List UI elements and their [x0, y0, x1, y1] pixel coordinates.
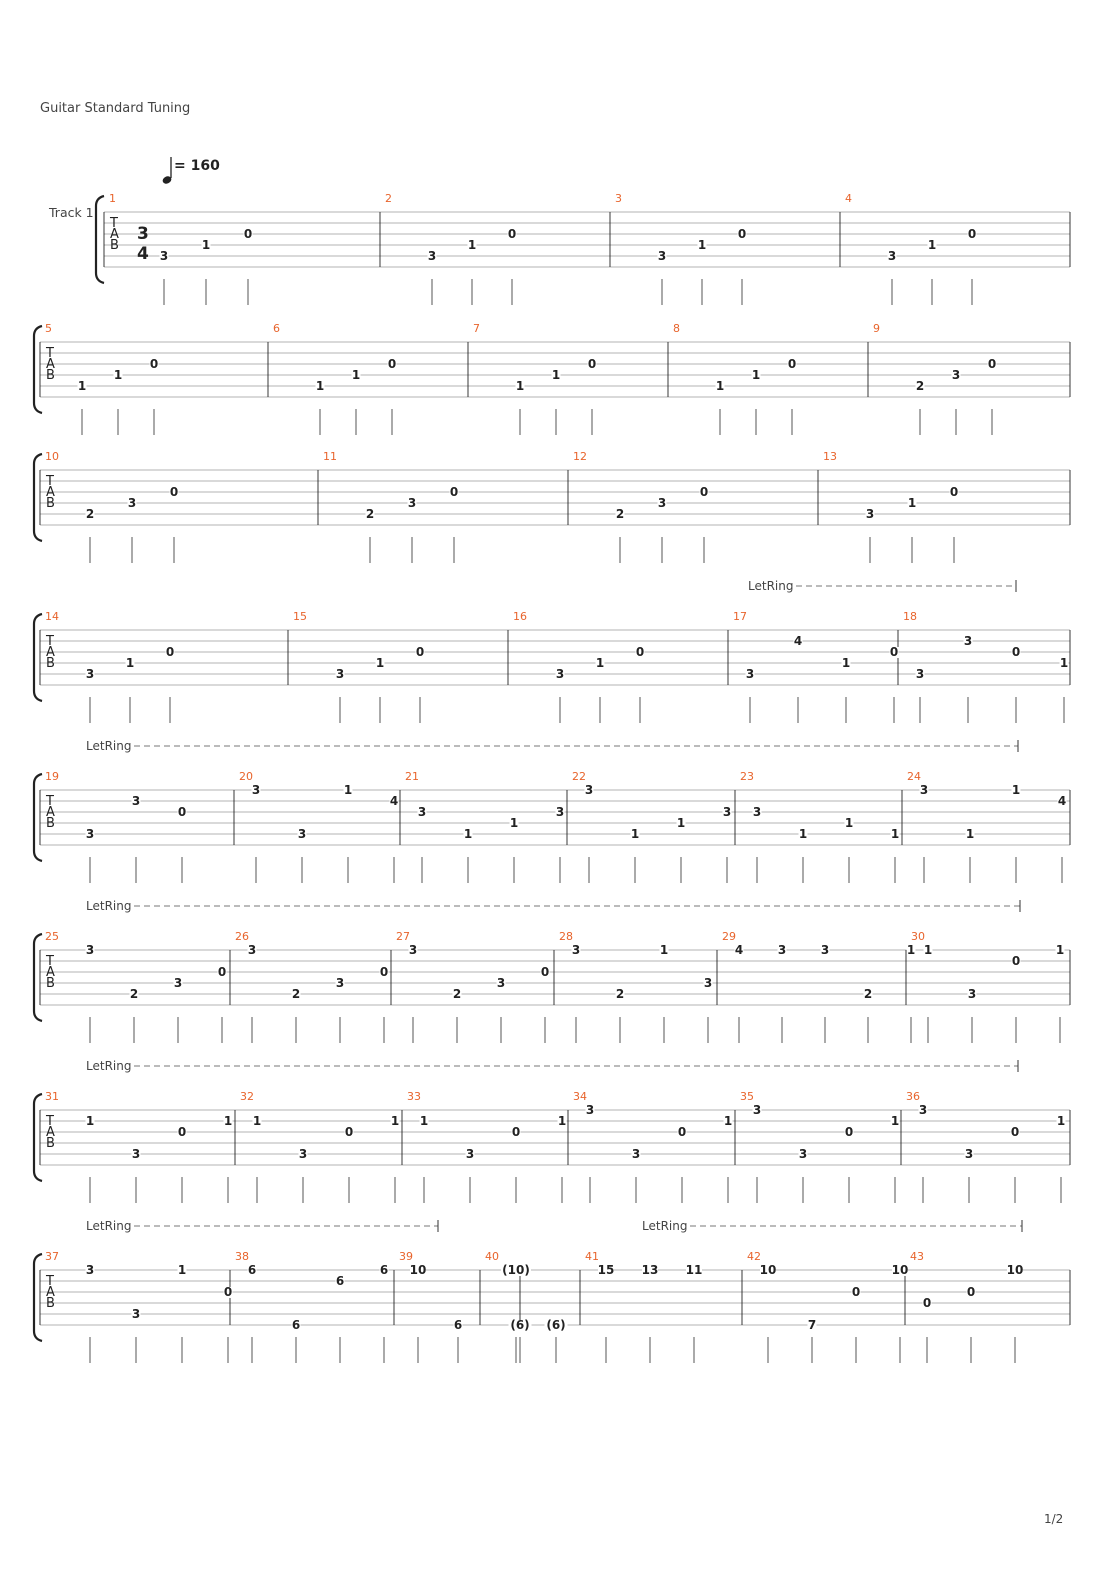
fret-number: 2: [129, 987, 139, 1001]
measure-number: 27: [396, 930, 410, 943]
measure-number: 42: [747, 1250, 761, 1263]
measure-number: 29: [722, 930, 736, 943]
tab-letter: B: [110, 238, 119, 253]
fret-number: 6: [247, 1263, 257, 1277]
fret-number: 1: [557, 1114, 567, 1128]
fret-number: 3: [798, 1147, 808, 1161]
fret-number: 1: [467, 238, 477, 252]
fret-number: 1: [676, 816, 686, 830]
fret-number: 0: [889, 645, 899, 659]
fret-number: 1: [419, 1114, 429, 1128]
fret-number: 13: [641, 1263, 659, 1277]
time-signature-top: 3: [137, 224, 149, 244]
fret-number: 3: [967, 987, 977, 1001]
fret-number: 3: [584, 783, 594, 797]
fret-number: 4: [1057, 794, 1067, 808]
fret-number: 1: [751, 368, 761, 382]
measure-number: 18: [903, 610, 917, 623]
measure-number: 2: [385, 192, 392, 205]
fret-number: 3: [131, 1147, 141, 1161]
fret-number: 3: [915, 667, 925, 681]
fret-number: 3: [631, 1147, 641, 1161]
fret-number: 1: [798, 827, 808, 841]
fret-number: 3: [251, 783, 261, 797]
tab-letter: T: [46, 1274, 54, 1289]
system-brace: [34, 326, 42, 413]
fret-number: 3: [298, 1147, 308, 1161]
fret-number: 1: [723, 1114, 733, 1128]
fret-number: 1: [715, 379, 725, 393]
fret-number: 2: [85, 507, 95, 521]
measure-number: 8: [673, 322, 680, 335]
tab-letter: B: [46, 368, 55, 383]
measure-number: 19: [45, 770, 59, 783]
fret-number: 3: [408, 943, 418, 957]
tab-system: [96, 192, 1070, 305]
fret-number: 10: [1006, 1263, 1024, 1277]
fret-number: 1: [85, 1114, 95, 1128]
measure-number: 17: [733, 610, 747, 623]
fret-number: 0: [387, 357, 397, 371]
fret-number: 1: [77, 379, 87, 393]
fret-number: 3: [585, 1103, 595, 1117]
fret-number: 15: [597, 1263, 615, 1277]
fret-number: 2: [365, 507, 375, 521]
fret-number: 3: [918, 1103, 928, 1117]
fret-number: 1: [659, 943, 669, 957]
tab-system: [34, 579, 1070, 723]
measure-number: 34: [573, 1090, 587, 1103]
fret-number: 0: [844, 1125, 854, 1139]
measure-number: 9: [873, 322, 880, 335]
tab-letter: A: [46, 645, 55, 660]
fret-number: 0: [169, 485, 179, 499]
fret-number: 1: [1059, 656, 1069, 670]
measure-number: 38: [235, 1250, 249, 1263]
measure-number: 35: [740, 1090, 754, 1103]
tab-letter: T: [46, 634, 54, 649]
tab-letter: A: [46, 357, 55, 372]
tab-letter: A: [46, 1125, 55, 1140]
fret-number: 3: [752, 1103, 762, 1117]
system-brace: [34, 1094, 42, 1181]
measure-number: 1: [109, 192, 116, 205]
fret-number: 0: [149, 357, 159, 371]
tab-letter: B: [46, 976, 55, 991]
fret-number: 0: [379, 965, 389, 979]
system-brace: [34, 774, 42, 861]
system-brace: [34, 1254, 42, 1341]
fret-number: 0: [1011, 954, 1021, 968]
measure-number: 33: [407, 1090, 421, 1103]
fret-number: 3: [752, 805, 762, 819]
fret-number: (10): [502, 1263, 530, 1277]
measure-number: 21: [405, 770, 419, 783]
let-ring-label: LetRing: [86, 899, 132, 913]
fret-number: 0: [949, 485, 959, 499]
fret-number: 0: [177, 805, 187, 819]
tab-letter: T: [46, 346, 54, 361]
tempo-marking: [161, 157, 220, 185]
fret-number: (6): [510, 1318, 530, 1332]
fret-number: 3: [703, 976, 713, 990]
fret-number: 3: [951, 368, 961, 382]
tab-letter: A: [46, 485, 55, 500]
tab-letter: A: [46, 805, 55, 820]
fret-number: 1: [890, 827, 900, 841]
measure-number: 23: [740, 770, 754, 783]
fret-number: (6): [546, 1318, 566, 1332]
fret-number: 1: [890, 1114, 900, 1128]
fret-number: 0: [344, 1125, 354, 1139]
fret-number: 1: [907, 496, 917, 510]
fret-number: 0: [217, 965, 227, 979]
measure-number: 16: [513, 610, 527, 623]
tab-letter: T: [46, 794, 54, 809]
tab-letter: B: [46, 656, 55, 671]
fret-number: 1: [697, 238, 707, 252]
fret-number: 1: [1056, 1114, 1066, 1128]
measure-number: 36: [906, 1090, 920, 1103]
tab-system: [34, 899, 1070, 1043]
fret-number: 0: [415, 645, 425, 659]
fret-number: 3: [865, 507, 875, 521]
system-brace: [34, 454, 42, 541]
measure-number: 10: [45, 450, 59, 463]
fret-number: 0: [1011, 645, 1021, 659]
measure-number: 24: [907, 770, 921, 783]
fret-number: 3: [297, 827, 307, 841]
fret-number: 3: [173, 976, 183, 990]
page-number: 1/2: [1044, 1512, 1064, 1526]
system-brace: [96, 196, 104, 283]
fret-number: 1: [844, 816, 854, 830]
fret-number: 0: [699, 485, 709, 499]
measure-number: 13: [823, 450, 837, 463]
fret-number: 0: [587, 357, 597, 371]
fret-number: 3: [85, 1263, 95, 1277]
fret-number: 1: [351, 368, 361, 382]
fret-number: 1: [515, 379, 525, 393]
fret-number: 4: [734, 943, 744, 957]
fret-number: 3: [777, 943, 787, 957]
fret-number: 3: [555, 667, 565, 681]
tab-letter: T: [46, 1114, 54, 1129]
measure-number: 12: [573, 450, 587, 463]
measure-number: 14: [45, 610, 59, 623]
system-brace: [34, 934, 42, 1021]
fret-number: 1: [315, 379, 325, 393]
system-brace: [34, 614, 42, 701]
measure-number: 6: [273, 322, 280, 335]
fret-number: 3: [85, 667, 95, 681]
tempo-value: = 160: [174, 158, 220, 174]
fret-number: 2: [863, 987, 873, 1001]
fret-number: 1: [595, 656, 605, 670]
time-signature-bottom: 4: [137, 244, 149, 264]
fret-number: 1: [927, 238, 937, 252]
fret-number: 3: [657, 249, 667, 263]
fret-number: 3: [820, 943, 830, 957]
fret-number: 3: [722, 805, 732, 819]
fret-number: 3: [85, 943, 95, 957]
tab-letter: B: [46, 1296, 55, 1311]
fret-number: 1: [509, 816, 519, 830]
fret-number: 3: [407, 496, 417, 510]
tab-letter: A: [46, 1285, 55, 1300]
fret-number: 0: [165, 645, 175, 659]
fret-number: 3: [745, 667, 755, 681]
fret-number: 2: [291, 987, 301, 1001]
fret-number: 6: [379, 1263, 389, 1277]
fret-number: 3: [127, 496, 137, 510]
fret-number: 3: [335, 976, 345, 990]
fret-number: 11: [685, 1263, 703, 1277]
measure-number: 26: [235, 930, 249, 943]
measure-number: 40: [485, 1250, 499, 1263]
measure-number: 31: [45, 1090, 59, 1103]
fret-number: 1: [463, 827, 473, 841]
fret-number: 0: [737, 227, 747, 241]
measure-number: 20: [239, 770, 253, 783]
fret-number: 0: [635, 645, 645, 659]
fret-number: 1: [630, 827, 640, 841]
fret-number: 3: [131, 1307, 141, 1321]
measure-number: 3: [615, 192, 622, 205]
fret-number: 10: [409, 1263, 427, 1277]
fret-number: 1: [390, 1114, 400, 1128]
measure-number: 22: [572, 770, 586, 783]
fret-number: 1: [375, 656, 385, 670]
fret-number: 2: [615, 987, 625, 1001]
tab-letter: B: [46, 1136, 55, 1151]
tab-letter: T: [110, 216, 118, 231]
tab-system: [34, 1059, 1070, 1203]
fret-number: 10: [891, 1263, 909, 1277]
fret-number: 1: [906, 943, 916, 957]
fret-number: 1: [1055, 943, 1065, 957]
measure-number: 39: [399, 1250, 413, 1263]
fret-number: 1: [113, 368, 123, 382]
fret-number: 6: [291, 1318, 301, 1332]
fret-number: 0: [787, 357, 797, 371]
track-name: Track 1: [49, 205, 94, 220]
measure-number: 30: [911, 930, 925, 943]
fret-number: 3: [963, 634, 973, 648]
fret-number: 3: [427, 249, 437, 263]
fret-number: 3: [887, 249, 897, 263]
measure-number: 5: [45, 322, 52, 335]
fret-number: 2: [615, 507, 625, 521]
measure-number: 4: [845, 192, 852, 205]
fret-number: 1: [177, 1263, 187, 1277]
fret-number: 1: [1011, 783, 1021, 797]
tab-system: [34, 450, 1070, 563]
fret-number: 1: [252, 1114, 262, 1128]
fret-number: 1: [923, 943, 933, 957]
measure-number: 37: [45, 1250, 59, 1263]
let-ring-label: LetRing: [86, 1219, 132, 1233]
fret-number: 0: [1010, 1125, 1020, 1139]
fret-number: 0: [851, 1285, 861, 1299]
tab-letter: T: [46, 474, 54, 489]
fret-number: 1: [125, 656, 135, 670]
fret-number: 1: [965, 827, 975, 841]
measure-number: 25: [45, 930, 59, 943]
fret-number: 0: [987, 357, 997, 371]
measure-number: 15: [293, 610, 307, 623]
fret-number: 3: [417, 805, 427, 819]
fret-number: 3: [247, 943, 257, 957]
fret-number: 0: [540, 965, 550, 979]
fret-number: 4: [793, 634, 803, 648]
measure-number: 7: [473, 322, 480, 335]
fret-number: 3: [919, 783, 929, 797]
fret-number: 0: [966, 1285, 976, 1299]
fret-number: 3: [657, 496, 667, 510]
fret-number: 0: [177, 1125, 187, 1139]
fret-number: 7: [807, 1318, 817, 1332]
let-ring-label: LetRing: [748, 579, 794, 593]
tab-letter: T: [46, 954, 54, 969]
fret-number: 3: [465, 1147, 475, 1161]
tab-letter: A: [46, 965, 55, 980]
tab-letter: A: [110, 227, 119, 242]
fret-number: 3: [335, 667, 345, 681]
fret-number: 3: [131, 794, 141, 808]
tab-system: [34, 1219, 1070, 1363]
tab-letter: B: [46, 496, 55, 511]
fret-number: 3: [85, 827, 95, 841]
fret-number: 0: [967, 227, 977, 241]
fret-number: 0: [223, 1285, 233, 1299]
fret-number: 0: [507, 227, 517, 241]
fret-number: 0: [511, 1125, 521, 1139]
measure-number: 43: [910, 1250, 924, 1263]
measure-number: 28: [559, 930, 573, 943]
fret-number: 6: [335, 1274, 345, 1288]
tab-letter: B: [46, 816, 55, 831]
fret-number: 0: [922, 1296, 932, 1310]
fret-number: 3: [496, 976, 506, 990]
tab-systems: [34, 192, 1070, 1363]
tuning-label: Guitar Standard Tuning: [40, 101, 191, 116]
fret-number: 1: [343, 783, 353, 797]
let-ring-label: LetRing: [86, 1059, 132, 1073]
fret-number: 0: [449, 485, 459, 499]
fret-number: 2: [452, 987, 462, 1001]
tab-system: [34, 322, 1070, 435]
fret-number: 1: [551, 368, 561, 382]
tab-system: [34, 739, 1070, 883]
measure-number: 11: [323, 450, 337, 463]
fret-number: 2: [915, 379, 925, 393]
fret-number: 3: [571, 943, 581, 957]
let-ring-label: LetRing: [86, 739, 132, 753]
fret-number: 1: [841, 656, 851, 670]
fret-number: 0: [677, 1125, 687, 1139]
fret-number: 6: [453, 1318, 463, 1332]
fret-number: 1: [201, 238, 211, 252]
fret-number: 3: [159, 249, 169, 263]
let-ring-label: LetRing: [642, 1219, 688, 1233]
fret-number: 1: [223, 1114, 233, 1128]
measure-number: 32: [240, 1090, 254, 1103]
fret-number: 3: [964, 1147, 974, 1161]
fret-number: 0: [243, 227, 253, 241]
measure-number: 41: [585, 1250, 599, 1263]
fret-number: 4: [389, 794, 399, 808]
fret-number: 3: [555, 805, 565, 819]
fret-number: 10: [759, 1263, 777, 1277]
